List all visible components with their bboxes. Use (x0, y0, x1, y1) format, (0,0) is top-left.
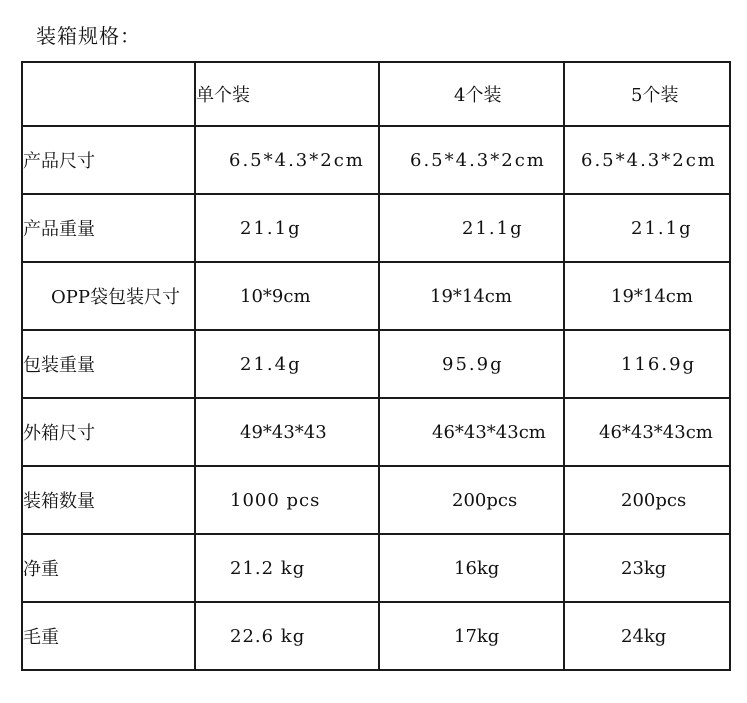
cell-value: 24kg (564, 602, 730, 670)
header-cell-empty (22, 62, 195, 126)
table-header-row (22, 62, 730, 126)
table-row (22, 398, 730, 466)
header-cell-single: 单个装 (195, 62, 379, 126)
cell-value: 16kg (379, 534, 564, 602)
row-label: 包装重量 (22, 330, 195, 398)
cell-value: 46*43*43cm (564, 398, 730, 466)
row-label: 产品尺寸 (22, 126, 195, 194)
row-label: 外箱尺寸 (22, 398, 195, 466)
table-row (22, 262, 730, 330)
table-row (22, 602, 730, 670)
header-cell-pack-5: 5个装 (564, 62, 730, 126)
row-label: 产品重量 (22, 194, 195, 262)
cell-value: 116.9g (564, 330, 730, 398)
cell-value: 49*43*43 (195, 398, 379, 466)
cell-value: 21.2 kg (195, 534, 379, 602)
cell-value: 200pcs (564, 466, 730, 534)
cell-value: 1000 pcs (195, 466, 379, 534)
page-title: 装箱规格： (36, 24, 141, 48)
cell-value: 6.5*4.3*2cm (564, 126, 730, 194)
cell-value: 6.5*4.3*2cm (379, 126, 564, 194)
cell-value: 17kg (379, 602, 564, 670)
packing-spec-table (21, 61, 731, 671)
cell-value: 21.1g (564, 194, 730, 262)
cell-value: 6.5*4.3*2cm (195, 126, 379, 194)
table-row (22, 534, 730, 602)
cell-value: 22.6 kg (195, 602, 379, 670)
cell-value: 46*43*43cm (379, 398, 564, 466)
cell-value: 21.1g (195, 194, 379, 262)
cell-value: 21.4g (195, 330, 379, 398)
cell-value: 23kg (564, 534, 730, 602)
table-row (22, 330, 730, 398)
header-cell-pack-4: 4个装 (379, 62, 564, 126)
row-label: OPP袋包装尺寸 (22, 262, 195, 330)
cell-value: 95.9g (379, 330, 564, 398)
row-label: 净重 (22, 534, 195, 602)
cell-value: 10*9cm (195, 262, 379, 330)
cell-value: 19*14cm (379, 262, 564, 330)
row-label: 装箱数量 (22, 466, 195, 534)
cell-value: 200pcs (379, 466, 564, 534)
table-row (22, 126, 730, 194)
row-label: 毛重 (22, 602, 195, 670)
cell-value: 19*14cm (564, 262, 730, 330)
table-row (22, 194, 730, 262)
table-row (22, 466, 730, 534)
cell-value: 21.1g (379, 194, 564, 262)
